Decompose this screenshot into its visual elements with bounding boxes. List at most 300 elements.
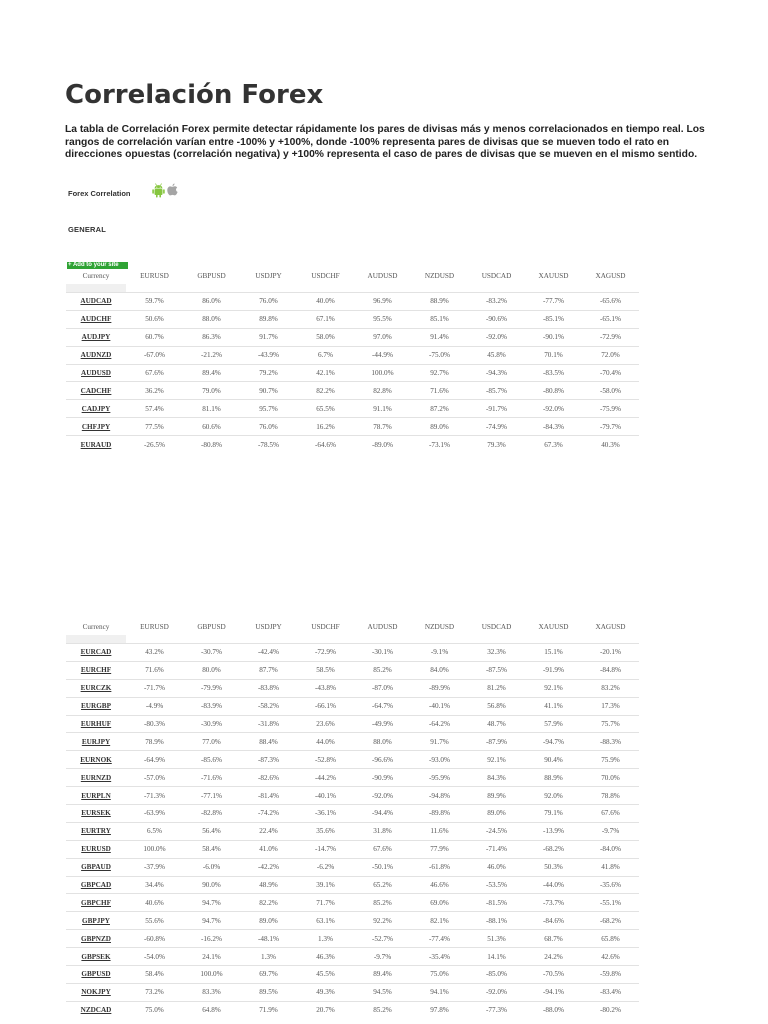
correlation-value: 67.1% xyxy=(297,310,354,328)
correlation-value: -65.1% xyxy=(582,310,639,328)
correlation-value: -92.0% xyxy=(525,400,582,418)
correlation-value: -84.0% xyxy=(582,840,639,858)
table-row xyxy=(66,293,639,311)
correlation-table-1 xyxy=(66,267,639,453)
correlation-value: -73.7% xyxy=(525,894,582,912)
correlation-value: 78.7% xyxy=(354,418,411,436)
table-row xyxy=(66,661,639,679)
correlation-value: 35.6% xyxy=(297,822,354,840)
correlation-value: 77.0% xyxy=(183,733,240,751)
correlation-value: 34.4% xyxy=(126,876,183,894)
correlation-value: -77.3% xyxy=(468,1001,525,1018)
correlation-value: 50.3% xyxy=(525,858,582,876)
correlation-value: 84.3% xyxy=(468,769,525,787)
correlation-value: 89.5% xyxy=(240,983,297,1001)
correlation-value: 85.2% xyxy=(354,1001,411,1018)
currency-pair-link[interactable]: EURCAD xyxy=(66,644,126,662)
correlation-value: 48.9% xyxy=(240,876,297,894)
currency-pair-link[interactable]: EURNOK xyxy=(66,751,126,769)
table-row xyxy=(66,733,639,751)
correlation-value: 75.0% xyxy=(126,1001,183,1018)
correlation-value: -44.0% xyxy=(525,876,582,894)
correlation-value: 73.2% xyxy=(126,983,183,1001)
correlation-value: -70.4% xyxy=(582,364,639,382)
table-row xyxy=(66,644,639,662)
correlation-value: 89.0% xyxy=(411,418,468,436)
table-row xyxy=(66,400,639,418)
correlation-value: 89.4% xyxy=(354,966,411,984)
spacer-cell xyxy=(66,284,126,293)
correlation-value: -87.9% xyxy=(468,733,525,751)
correlation-value: -64.9% xyxy=(126,751,183,769)
correlation-value: -94.8% xyxy=(411,787,468,805)
correlation-value: 57.4% xyxy=(126,400,183,418)
correlation-value: 83.3% xyxy=(183,983,240,1001)
correlation-value: 82.1% xyxy=(411,912,468,930)
correlation-value: 88.0% xyxy=(183,310,240,328)
correlation-value: -90.6% xyxy=(468,310,525,328)
correlation-value: 24.1% xyxy=(183,948,240,966)
correlation-value: 75.7% xyxy=(582,715,639,733)
correlation-value: -9.7% xyxy=(582,822,639,840)
correlation-value: 76.0% xyxy=(240,418,297,436)
correlation-value: -94.1% xyxy=(525,983,582,1001)
correlation-value: -66.1% xyxy=(297,697,354,715)
correlation-value: 82.8% xyxy=(354,382,411,400)
table-row xyxy=(66,310,639,328)
currency-pair-link[interactable]: EURGBP xyxy=(66,697,126,715)
correlation-value: -83.5% xyxy=(525,364,582,382)
correlation-value: -35.4% xyxy=(411,948,468,966)
correlation-value: -96.6% xyxy=(354,751,411,769)
correlation-value: -80.3% xyxy=(126,715,183,733)
correlation-value: 87.7% xyxy=(240,661,297,679)
spacer-cell xyxy=(582,284,639,293)
correlation-value: 23.6% xyxy=(297,715,354,733)
correlation-value: -14.7% xyxy=(297,840,354,858)
correlation-value: 42.6% xyxy=(582,948,639,966)
correlation-value: 64.8% xyxy=(183,1001,240,1018)
correlation-value: 94.7% xyxy=(183,894,240,912)
correlation-value: 46.3% xyxy=(297,948,354,966)
table-row xyxy=(66,983,639,1001)
column-header-xagusd: XAGUSD xyxy=(595,622,626,631)
correlation-value: -30.1% xyxy=(354,644,411,662)
correlation-value: 77.9% xyxy=(411,840,468,858)
table-row xyxy=(66,751,639,769)
correlation-value: -84.6% xyxy=(525,912,582,930)
correlation-value: 87.2% xyxy=(411,400,468,418)
table-row xyxy=(66,787,639,805)
correlation-value: 92.1% xyxy=(525,679,582,697)
correlation-value: 1.3% xyxy=(240,948,297,966)
correlation-value: -48.1% xyxy=(240,930,297,948)
currency-pair-link[interactable]: AUDNZD xyxy=(66,346,126,364)
currency-pair-link[interactable]: AUDUSD xyxy=(66,364,126,382)
correlation-value: -83.9% xyxy=(183,697,240,715)
correlation-value: -80.2% xyxy=(582,1001,639,1018)
correlation-value: -87.3% xyxy=(240,751,297,769)
correlation-value: -94.4% xyxy=(354,805,411,823)
correlation-value: -92.0% xyxy=(468,983,525,1001)
table-row xyxy=(66,840,639,858)
currency-pair-link[interactable]: AUDCAD xyxy=(66,293,126,311)
table-row xyxy=(66,436,639,453)
correlation-value: -72.9% xyxy=(297,644,354,662)
table-row xyxy=(66,805,639,823)
spacer-cell xyxy=(468,284,525,293)
correlation-value: -94.3% xyxy=(468,364,525,382)
correlation-value: -80.8% xyxy=(183,436,240,453)
table-row xyxy=(66,930,639,948)
spacer-cell xyxy=(183,284,240,293)
correlation-value: -80.8% xyxy=(525,382,582,400)
currency-pair-link[interactable]: EURJPY xyxy=(66,733,126,751)
correlation-value: -49.9% xyxy=(354,715,411,733)
currency-pair-link[interactable]: GBPCHF xyxy=(66,894,126,912)
spacer-cell xyxy=(297,635,354,644)
column-header-usdchf: USDCHF xyxy=(311,622,340,631)
correlation-value: -91.9% xyxy=(525,661,582,679)
correlation-value: 50.6% xyxy=(126,310,183,328)
correlation-value: -77.4% xyxy=(411,930,468,948)
correlation-value: 58.4% xyxy=(126,966,183,984)
correlation-value: 67.6% xyxy=(354,840,411,858)
correlation-value: 97.8% xyxy=(411,1001,468,1018)
correlation-value: 65.2% xyxy=(354,876,411,894)
correlation-value: -44.2% xyxy=(297,769,354,787)
correlation-value: 45.5% xyxy=(297,966,354,984)
correlation-value: 17.3% xyxy=(582,697,639,715)
spacer-cell xyxy=(240,284,297,293)
correlation-value: -50.1% xyxy=(354,858,411,876)
currency-pair-link[interactable]: GBPUSD xyxy=(66,966,126,984)
currency-pair-link[interactable]: CHFJPY xyxy=(66,418,126,436)
correlation-value: 89.0% xyxy=(240,912,297,930)
correlation-value: -52.8% xyxy=(297,751,354,769)
correlation-value: 90.0% xyxy=(183,876,240,894)
column-header-usdcad: USDCAD xyxy=(481,622,512,631)
correlation-value: -89.0% xyxy=(354,436,411,453)
spacer-cell xyxy=(411,635,468,644)
currency-pair-link[interactable]: EURHUF xyxy=(66,715,126,733)
correlation-value: 75.9% xyxy=(582,751,639,769)
correlation-value: 60.6% xyxy=(183,418,240,436)
column-header-eurusd: EURUSD xyxy=(140,271,169,280)
table-row xyxy=(66,1001,639,1018)
correlation-value: -6.2% xyxy=(297,858,354,876)
correlation-value: 88.9% xyxy=(411,293,468,311)
correlation-value: 56.4% xyxy=(183,822,240,840)
correlation-value: 70.0% xyxy=(582,769,639,787)
currency-pair-link[interactable]: CADCHF xyxy=(66,382,126,400)
correlation-value: 92.1% xyxy=(468,751,525,769)
correlation-value: -71.4% xyxy=(468,840,525,858)
correlation-value: 86.3% xyxy=(183,328,240,346)
correlation-value: -24.5% xyxy=(468,822,525,840)
correlation-value: -85.7% xyxy=(468,382,525,400)
correlation-value: -57.0% xyxy=(126,769,183,787)
correlation-value: 59.7% xyxy=(126,293,183,311)
correlation-value: -40.1% xyxy=(297,787,354,805)
column-header-currency: Currency xyxy=(82,271,110,280)
correlation-value: 75.0% xyxy=(411,966,468,984)
table-row xyxy=(66,894,639,912)
correlation-value: 88.4% xyxy=(240,733,297,751)
currency-pair-link[interactable]: AUDCHF xyxy=(66,310,126,328)
correlation-value: -81.4% xyxy=(240,787,297,805)
correlation-value: 89.4% xyxy=(183,364,240,382)
page-description: La tabla de Correlación Forex permite detectar rápidamente los pares de divisas más y menos correlacionados en tiempo real. Los rangos de correlación varían entre -100% y +100%, donde -100% representa pares de divisas que se mueven todo el rato en direcciones opuestas (correlación negativa) y +100% representa el caso de pares de divisas que se mueven en el mismo sentido. xyxy=(65,124,705,161)
correlation-value: -31.8% xyxy=(240,715,297,733)
android-icon[interactable] xyxy=(152,183,165,198)
column-header-usdcad: USDCAD xyxy=(481,271,512,280)
correlation-value: -30.9% xyxy=(183,715,240,733)
correlation-value: 22.4% xyxy=(240,822,297,840)
correlation-value: 92.0% xyxy=(525,787,582,805)
correlation-value: 94.1% xyxy=(411,983,468,1001)
currency-pair-link[interactable]: EURAUD xyxy=(66,436,126,453)
correlation-value: 76.0% xyxy=(240,293,297,311)
currency-pair-link[interactable]: EURSEK xyxy=(66,805,126,823)
correlation-value: 94.7% xyxy=(183,912,240,930)
correlation-value: 91.4% xyxy=(411,328,468,346)
correlation-value: -92.0% xyxy=(354,787,411,805)
correlation-value: -88.0% xyxy=(525,1001,582,1018)
correlation-value: 79.3% xyxy=(468,436,525,453)
correlation-value: 85.1% xyxy=(411,310,468,328)
currency-pair-link[interactable]: GBPSEK xyxy=(66,948,126,966)
correlation-value: 65.8% xyxy=(582,930,639,948)
correlation-value: -74.2% xyxy=(240,805,297,823)
correlation-value: 100.0% xyxy=(183,966,240,984)
correlation-value: 94.5% xyxy=(354,983,411,1001)
correlation-value: -95.9% xyxy=(411,769,468,787)
correlation-value: -71.6% xyxy=(183,769,240,787)
correlation-value: -84.8% xyxy=(582,661,639,679)
correlation-value: -21.2% xyxy=(183,346,240,364)
currency-pair-link[interactable]: EURCZK xyxy=(66,679,126,697)
correlation-value: -79.7% xyxy=(582,418,639,436)
correlation-value: -42.2% xyxy=(240,858,297,876)
correlation-value: 82.2% xyxy=(240,894,297,912)
spacer-cell xyxy=(126,284,183,293)
correlation-value: 6.7% xyxy=(297,346,354,364)
correlation-value: -82.6% xyxy=(240,769,297,787)
spacer-cell xyxy=(354,635,411,644)
correlation-value: 71.6% xyxy=(126,661,183,679)
correlation-value: 55.6% xyxy=(126,912,183,930)
correlation-value: 70.1% xyxy=(525,346,582,364)
table-row xyxy=(66,715,639,733)
correlation-value: 67.6% xyxy=(126,364,183,382)
correlation-value: -75.0% xyxy=(411,346,468,364)
column-header-nzdusd: NZDUSD xyxy=(424,622,455,631)
correlation-value: -63.9% xyxy=(126,805,183,823)
table-row xyxy=(66,822,639,840)
column-header-audusd: AUDUSD xyxy=(367,622,398,631)
correlation-value: 48.7% xyxy=(468,715,525,733)
correlation-value: -72.9% xyxy=(582,328,639,346)
correlation-value: 6.5% xyxy=(126,822,183,840)
correlation-value: -40.1% xyxy=(411,697,468,715)
column-header-usdjpy: USDJPY xyxy=(255,271,282,280)
correlation-value: -59.8% xyxy=(582,966,639,984)
correlation-value: 90.4% xyxy=(525,751,582,769)
correlation-value: 79.0% xyxy=(183,382,240,400)
correlation-value: 79.2% xyxy=(240,364,297,382)
correlation-value: 82.2% xyxy=(297,382,354,400)
currency-pair-link[interactable]: GBPCAD xyxy=(66,876,126,894)
correlation-value: -9.1% xyxy=(411,644,468,662)
correlation-value: 84.0% xyxy=(411,661,468,679)
correlation-value: 85.2% xyxy=(354,661,411,679)
column-header-nzdusd: NZDUSD xyxy=(424,271,455,280)
correlation-value: 45.8% xyxy=(468,346,525,364)
correlation-value: -58.0% xyxy=(582,382,639,400)
currency-pair-link[interactable]: EURPLN xyxy=(66,787,126,805)
correlation-value: 80.0% xyxy=(183,661,240,679)
correlation-value: -85.6% xyxy=(183,751,240,769)
correlation-value: 49.3% xyxy=(297,983,354,1001)
correlation-value: -82.8% xyxy=(183,805,240,823)
spacer-cell xyxy=(468,635,525,644)
currency-pair-link[interactable]: GBPNZD xyxy=(66,930,126,948)
currency-pair-link[interactable]: NZDCAD xyxy=(66,1001,126,1018)
correlation-value: 56.8% xyxy=(468,697,525,715)
correlation-value: -64.6% xyxy=(297,436,354,453)
correlation-value: 71.6% xyxy=(411,382,468,400)
column-header-audusd: AUDUSD xyxy=(367,271,398,280)
correlation-value: 81.1% xyxy=(183,400,240,418)
table-header-row xyxy=(66,618,639,635)
currency-pair-link[interactable]: NOKJPY xyxy=(66,983,126,1001)
correlation-value: 16.2% xyxy=(297,418,354,436)
currency-pair-link[interactable]: GBPAUD xyxy=(66,858,126,876)
correlation-value: -88.3% xyxy=(582,733,639,751)
correlation-value: 46.0% xyxy=(468,858,525,876)
correlation-value: 36.2% xyxy=(126,382,183,400)
correlation-value: 20.7% xyxy=(297,1001,354,1018)
correlation-value: -13.9% xyxy=(525,822,582,840)
spacer-cell xyxy=(297,284,354,293)
correlation-value: -20.1% xyxy=(582,644,639,662)
correlation-value: 89.0% xyxy=(468,805,525,823)
correlation-value: 60.7% xyxy=(126,328,183,346)
correlation-value: -35.6% xyxy=(582,876,639,894)
correlation-value: 78.8% xyxy=(582,787,639,805)
correlation-value: 68.7% xyxy=(525,930,582,948)
correlation-value: 11.6% xyxy=(411,822,468,840)
correlation-value: -42.4% xyxy=(240,644,297,662)
correlation-value: 57.9% xyxy=(525,715,582,733)
table-row xyxy=(66,364,639,382)
correlation-value: -91.7% xyxy=(468,400,525,418)
correlation-value: 78.9% xyxy=(126,733,183,751)
correlation-value: -70.5% xyxy=(525,966,582,984)
correlation-value: -60.8% xyxy=(126,930,183,948)
spacer-cell xyxy=(411,284,468,293)
table-row xyxy=(66,948,639,966)
correlation-value: -4.9% xyxy=(126,697,183,715)
correlation-value: -64.7% xyxy=(354,697,411,715)
correlation-value: -37.9% xyxy=(126,858,183,876)
correlation-value: -61.8% xyxy=(411,858,468,876)
spacer-cell xyxy=(66,635,126,644)
section-label: GENERAL xyxy=(68,225,107,234)
table-row xyxy=(66,876,639,894)
correlation-value: 89.9% xyxy=(468,787,525,805)
correlation-value: -74.9% xyxy=(468,418,525,436)
column-header-gbpusd: GBPUSD xyxy=(197,622,226,631)
apple-icon[interactable] xyxy=(167,183,178,196)
correlation-value: -94.7% xyxy=(525,733,582,751)
spacer-cell xyxy=(240,635,297,644)
currency-pair-link[interactable]: EURUSD xyxy=(66,840,126,858)
table-spacer-row xyxy=(66,284,639,293)
correlation-value: -85.1% xyxy=(525,310,582,328)
correlation-value: 71.9% xyxy=(240,1001,297,1018)
correlation-value: 71.7% xyxy=(297,894,354,912)
correlation-value: 67.3% xyxy=(525,436,582,453)
currency-pair-link[interactable]: EURCHF xyxy=(66,661,126,679)
correlation-value: -75.9% xyxy=(582,400,639,418)
correlation-value: -78.5% xyxy=(240,436,297,453)
correlation-table-2 xyxy=(66,618,639,1019)
correlation-value: 89.8% xyxy=(240,310,297,328)
currency-pair-link[interactable]: AUDJPY xyxy=(66,328,126,346)
correlation-value: 69.0% xyxy=(411,894,468,912)
correlation-value: -77.1% xyxy=(183,787,240,805)
add-to-site-button[interactable]: + Add to your site xyxy=(67,262,128,269)
correlation-value: -79.9% xyxy=(183,679,240,697)
correlation-value: -65.6% xyxy=(582,293,639,311)
correlation-value: -58.2% xyxy=(240,697,297,715)
spacer-cell xyxy=(525,284,582,293)
correlation-value: 90.7% xyxy=(240,382,297,400)
column-header-gbpusd: GBPUSD xyxy=(197,271,226,280)
column-header-xagusd: XAGUSD xyxy=(595,271,626,280)
correlation-value: 91.1% xyxy=(354,400,411,418)
table-row xyxy=(66,858,639,876)
correlation-value: 83.2% xyxy=(582,679,639,697)
correlation-value: 63.1% xyxy=(297,912,354,930)
correlation-value: 41.1% xyxy=(525,697,582,715)
table-row xyxy=(66,328,639,346)
correlation-value: 97.0% xyxy=(354,328,411,346)
currency-pair-link[interactable]: EURNZD xyxy=(66,769,126,787)
correlation-value: -77.7% xyxy=(525,293,582,311)
correlation-value: 51.3% xyxy=(468,930,525,948)
widget-label: Forex Correlation xyxy=(68,189,131,198)
currency-pair-link[interactable]: EURTRY xyxy=(66,822,126,840)
correlation-value: 100.0% xyxy=(126,840,183,858)
correlation-value: 91.7% xyxy=(240,328,297,346)
correlation-value: -83.2% xyxy=(468,293,525,311)
correlation-value: 32.3% xyxy=(468,644,525,662)
correlation-value: -54.0% xyxy=(126,948,183,966)
correlation-value: 81.2% xyxy=(468,679,525,697)
table-row xyxy=(66,769,639,787)
correlation-value: -85.0% xyxy=(468,966,525,984)
correlation-value: 40.0% xyxy=(297,293,354,311)
column-header-xauusd: XAUUSD xyxy=(538,271,569,280)
currency-pair-link[interactable]: GBPJPY xyxy=(66,912,126,930)
correlation-value: 95.5% xyxy=(354,310,411,328)
currency-pair-link[interactable]: CADJPY xyxy=(66,400,126,418)
correlation-value: 31.8% xyxy=(354,822,411,840)
correlation-value: 44.0% xyxy=(297,733,354,751)
